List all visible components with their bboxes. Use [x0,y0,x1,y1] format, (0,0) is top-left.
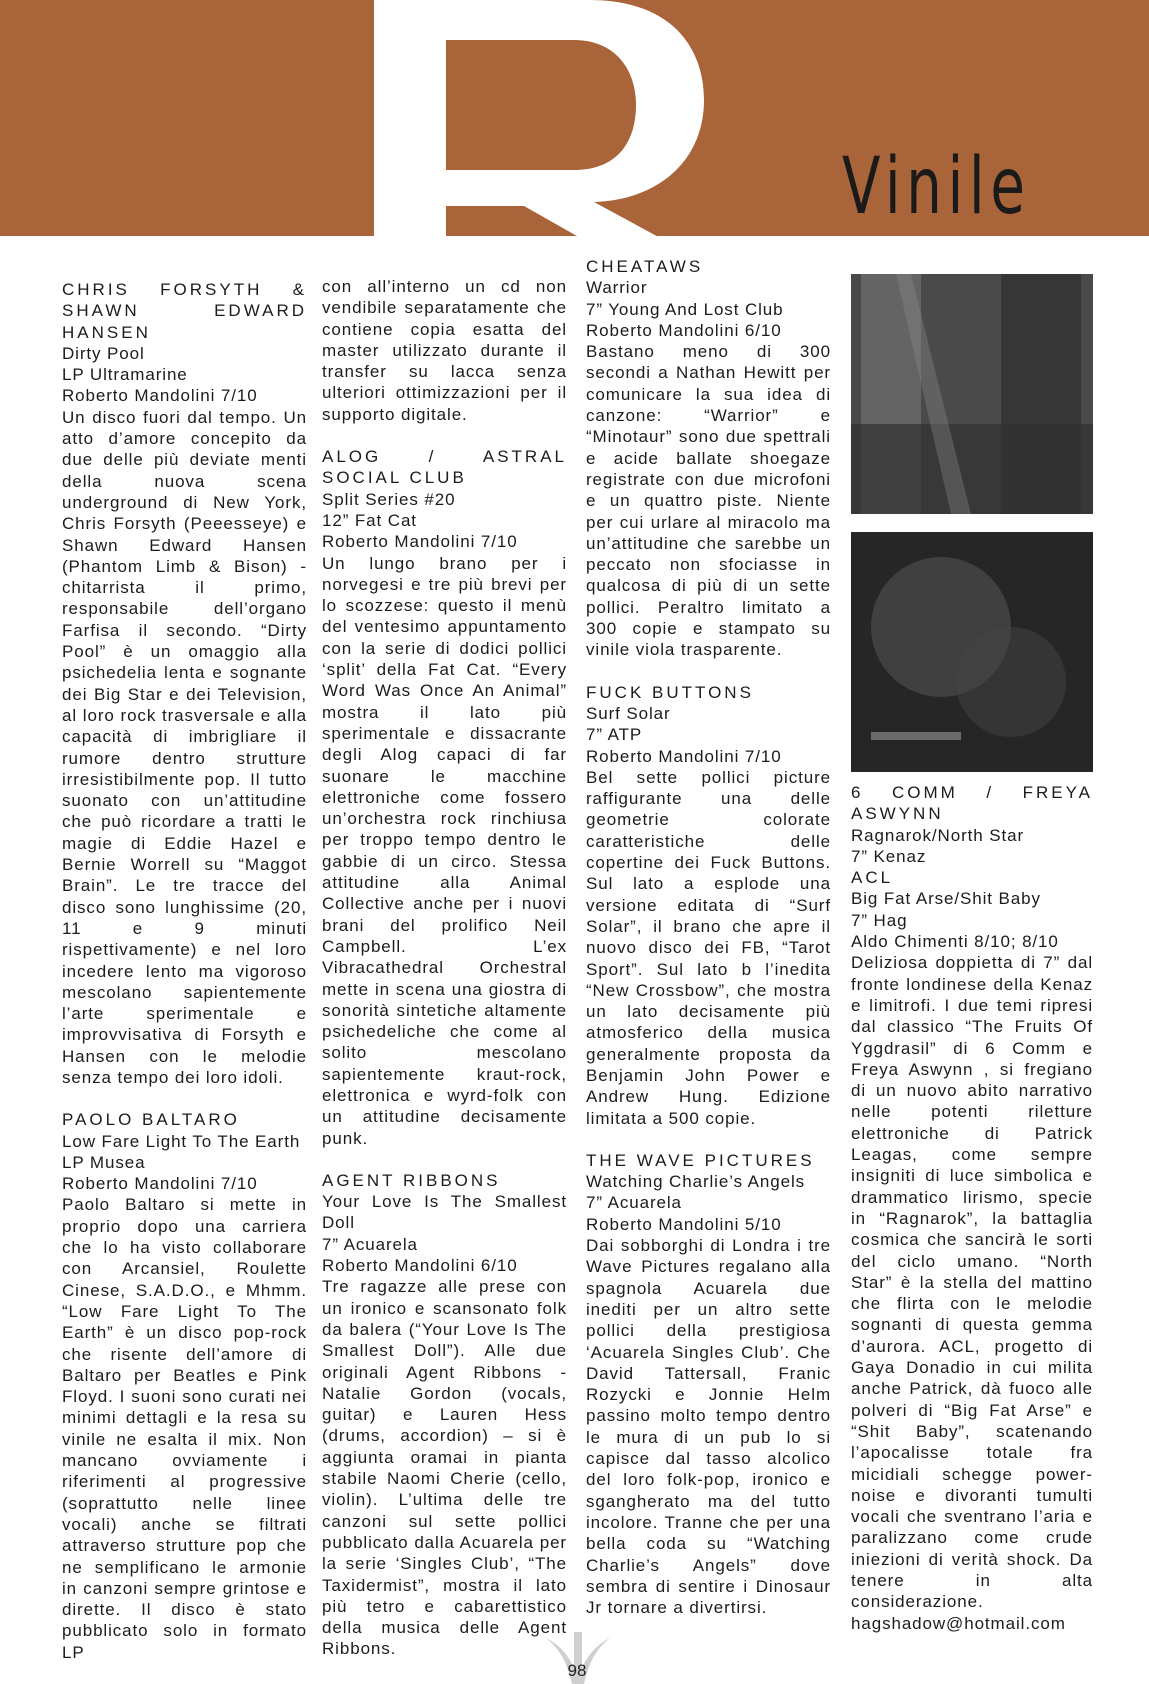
column-1 [62,279,307,1684]
review-title: Warrior [586,278,648,298]
review-title: Surf Solar [586,703,671,723]
review-artist: FUCK BUTTONS [586,682,754,702]
review-title: Your Love Is The Smallest Doll [322,1192,567,1233]
review-format-label: 7” Kenaz [851,846,927,866]
review-title-2: Big Fat Arse/Shit Baby [851,889,1041,909]
review-artist: 6 COMM / FREYA ASWYNN [851,783,1093,824]
review-body: Dai sobborghi di Londra i tre Wave Pictures regalano alla spagnola Acuarela due inediti per un altro sette pollici della prestigiosa ‘Acuarela Singles Club’. Che David Tattersall, Franic Rozycki e Jonnie Helm passino molto tempo dentro le mura di un pub lo si capisce dal tasso alcolico del loro folk-pop, ironico e sgangherato ma del tutto incolore. Tranne che per una bella coda su “Watching Charlie’s Angels” dove sembra di sentire i Dinosaur Jr tornare a divertirsi. [586,1236,831,1618]
review-artist: AGENT RIBBONS [322,1170,501,1190]
review-paolo-baltaro [62,1109,307,1663]
review-format-label: LP Ultramarine [62,365,188,385]
review-rating: Roberto Mandolini 7/10 [586,746,782,766]
review-body: Bastano meno di 300 secondi a Nathan Hewitt per comunicare la sua idea di canzone: “Warrior” e “Minotaur” sono due spettrali e acide ballate shoegaze registrate con due microfoni e un quattro piste. Niente per cui urlare al miracolo ma un’attitudine che sarebbe un peccato non sfociasse in qualcosa di più di un sette pollici. Peraltro limitato a 300 copie e stampato su vinile viola trasparente. [586,342,831,660]
review-rating: Roberto Mandolini 5/10 [586,1214,782,1234]
review-rating: Aldo Chimenti 8/10; 8/10 [851,932,1059,952]
review-fuck-buttons [586,682,831,1129]
review-the-wave-pictures [586,1150,831,1619]
review-body: Deliziosa doppietta di 7” dal fronte londinese della Kenaz e limitrofi. I due temi ripresi dal classico “The Fruits Of Yggdrasil” di 6 Comm e Freya Aswynn , si fregiano di un nuovo abito narrativo nelle potenti riletture elettroniche di Patrick Leagas, come sempre insigniti di luce simbolica e drammatico lirismo, specie in “Ragnarok”, la battaglia cosmica che sancirà le sorti del ciclo umano. “North Star” è la stella del mattino che flirta con le melodie sognanti di questa gemma d’aurora. ACL, progetto di Gaya Donadio in cui milita anche Patrick, dà fuoco alle polveri di “Big Fat Arse” e “Shit Baby”, scatenando l’apocalisse totale fra micidiali schegge power-noise e divoranti tumulti vocali che sventrano l’aria e paralizzano come crude iniezioni di verità shock. Da tenere in alta considerazione. [851,953,1093,1612]
review-artist: CHRIS FORSYTH & SHAWN EDWARD HANSEN [62,280,307,342]
review-alog-astral-social-club [322,446,567,1149]
album-cover-photo-1 [851,274,1093,514]
review-artist: PAOLO BALTARO [62,1110,240,1130]
review-rating: Roberto Mandolini 7/10 [322,532,518,552]
review-format-label: 7” Acuarela [322,1234,418,1254]
review-artist: ALOG / ASTRAL SOCIAL CLUB [322,447,567,488]
contact-email[interactable]: hagshadow@hotmail.com [851,1613,1066,1633]
review-format-label: 7” Young And Lost Club [586,299,784,319]
page-number: 98 [567,1661,587,1680]
review-title: Split Series #20 [322,489,456,509]
review-rating: Roberto Mandolini 7/10 [62,1174,258,1194]
review-format-label: 7” Acuarela [586,1193,682,1213]
review-cheataws [586,256,831,661]
review-title: Ragnarok/North Star [851,825,1025,845]
review-agent-ribbons [322,1170,567,1660]
review-body: Paolo Baltaro si mette in proprio dopo una carriera che lo ha visto collaborare con Arcansiel, Roulette Cinese, S.A.D.O., e Mhmm. “Low Fare Light To The Earth” è un disco pop-rock che risente dell’amore di Baltaro per Beatles e Pink Floyd. I suoni sono curati nei minimi dettagli e la resa su vinile ne esalta il mix. Non mancano ovviamente i riferimenti al progressive (soprattutto nelle linee vocali) anche se filtrati attraverso strutture pop che ne semplificano le armonie in canzoni sempre grintose e dirette. Il disco è stato pubblicato solo in formato LP [62,1195,307,1662]
big-letter-r-logo [374,0,714,240]
review-body: Un lungo brano per i norvegesi e tre più brevi per lo scozzese: questo il menù del ventesimo appuntamento con la serie di dodici pollici ‘split’ della Fat Cat. “Every Word Was Once An Animal” mostra il lato più sperimentale e dissacrante degli Alog capaci di far suonare le macchine elettroniche come fossero un’orchestra rock rinchiusa per troppo tempo dentro le gabbie di un circo. Stessa attitudine alla Animal Collective anche per i nuovi brani del prolifico Neil Campbell. L’ex Vibracathedral Orchestral mette in scena una giostra di sonorità sintetiche altamente psichedeliche che come al solito mescolano sapientemente kraut-rock, elettronica e wyrd-folk con un attitudine decisamente punk. [322,553,567,1148]
review-format-label-2: 7” Hag [851,910,908,930]
review-body: Tre ragazze alle prese con un ironico e scansonato folk da balera (“Your Love Is The Smallest Doll”). Alle due originali Agent Ribbons - Natalie Gordon (vocals, guitar) e Lauren Hess (drums, accordion) – si è aggiunta oramai in pianta stabile Naomi Cherie (cello, violin). L’ultima delle tre canzoni sul sette pollici pubblicato dalla Acuarela per la serie ‘Singles Club’, “The Taxidermist”, mostra il lato più tetro e cabarettistico della musica delle Agent Ribbons. [322,1277,567,1659]
column-4 [851,782,1093,1655]
review-rating: Roberto Mandolini 7/10 [62,386,258,406]
column-2 [322,276,567,1681]
review-body: Bel sette pollici picture raffigurante una delle geometrie colorate caratteristiche delle copertine dei Fuck Buttons. Sul lato a esplode una versione editata di “Surf Solar”, il brano che apre il nuovo disco dei FB, “Tarot Sport”. Sul lato b l’inedita “New Crossbow”, che mostra un lato decisamente più atmosferico della musica generalmente proposta da Benjamin John Power e Andrew Hung. Edizione limitata a 500 copie. [586,767,831,1128]
review-forsyth-hansen [62,279,307,1088]
review-title: Dirty Pool [62,343,145,363]
review-artist-2: ACL [851,868,894,888]
review-title: Watching Charlie’s Angels [586,1172,806,1192]
review-format-label: LP Musea [62,1152,146,1172]
column-3 [586,256,831,1639]
review-format-label: 12” Fat Cat [322,510,417,530]
review-artist: CHEATAWS [586,257,704,276]
review-title: Low Fare Light To The Earth [62,1131,301,1151]
review-artist: THE WAVE PICTURES [586,1150,815,1170]
album-cover-photo-2 [851,532,1093,772]
review-rating: Roberto Mandolini 6/10 [322,1256,518,1276]
review-body: Un disco fuori dal tempo. Un atto d’amore concepito da due delle più deviate menti della nuova scena underground di New York, Chris Forsyth (Peeesseye) e Shawn Edward Hansen (Phantom Limb & Bison) - chitarrista il primo, responsabile dell’organo Farfisa il secondo. “Dirty Pool” è un omaggio alla psichedelia lenta e sognante dei Big Star e dei Television, al loro rock trasversale e alla capacità di imbrigliare il rumore dentro strutture irresistibilmente pop. Il tutto suonato con un’attitudine che può ricordare a tratti le magie di Eddie Hazel e Bernie Worrell su “Maggot Brain”. Le tre tracce del disco sono lunghissime (20, 11 e 9 minuti rispettivamente) e nel loro incedere lento ma vigoroso mescolano sapientemente l’arte sperimentale e improvvisativa di Forsyth e Hansen con le melodie senza tempo dei loro idoli. [62,407,307,1087]
review-format-label: 7” ATP [586,725,643,745]
section-title: Vinile [842,142,1031,232]
review-6comm-freya-acl [851,782,1093,1634]
review-body: con all’interno un cd non vendibile separatamente che contiene copia esatta del master utilizzato durante il transfer su lacca senza ulteriori ottimizzazioni per il supporto digitale. [322,277,567,424]
review-rating: Roberto Mandolini 6/10 [586,320,782,340]
review-continuation [322,276,567,425]
